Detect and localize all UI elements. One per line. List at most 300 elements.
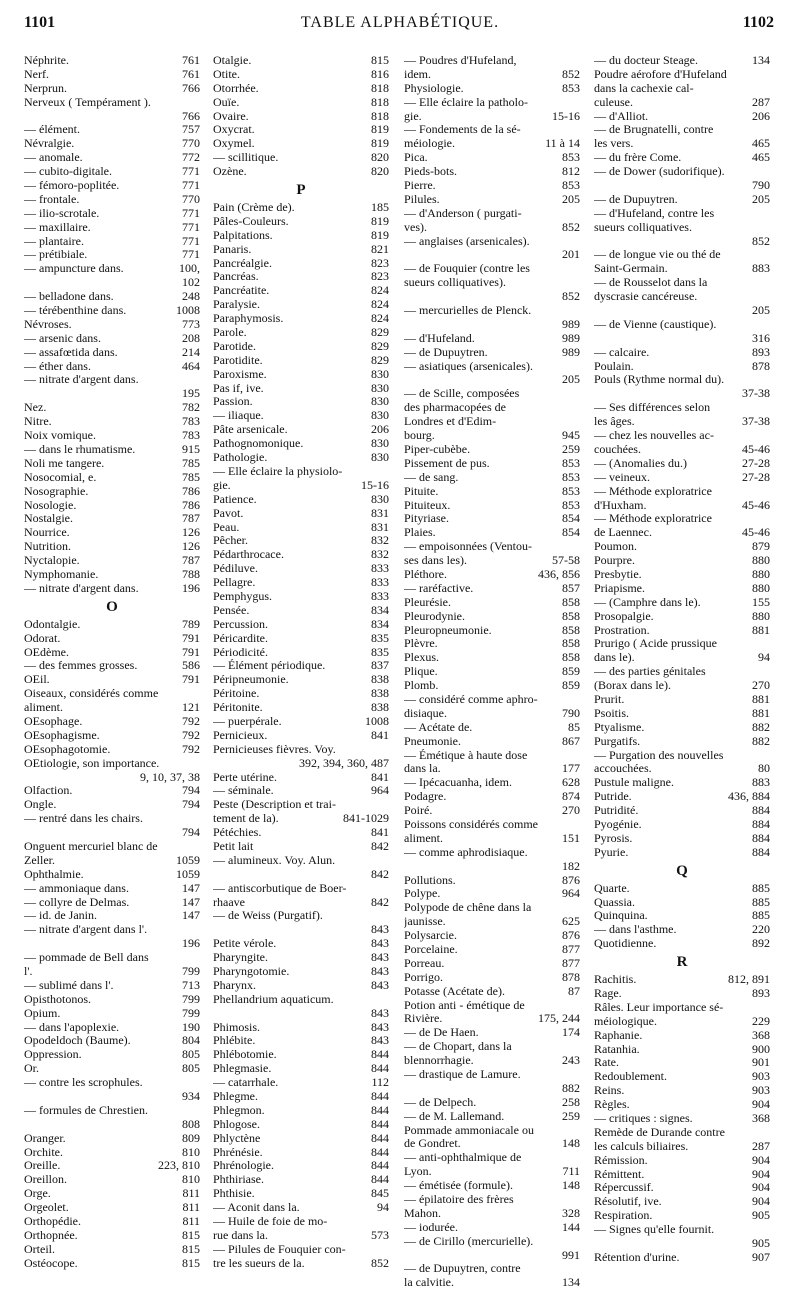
entry-pages: 830: [371, 491, 389, 506]
entry-pages: 27-28: [742, 469, 770, 484]
entry-pages: 392, 394, 360, 487: [299, 755, 389, 770]
index-entry: [24, 1201, 200, 1215]
entry-pages: 830: [371, 380, 389, 395]
index-entry: [594, 693, 770, 707]
entry-pages: 771: [182, 247, 200, 262]
entry-term: gie.: [213, 478, 231, 492]
index-entry: [24, 318, 200, 332]
index-entry: [213, 673, 389, 687]
index-entry: [213, 137, 389, 151]
index-entry: [594, 471, 770, 485]
entry-pages: 857: [562, 580, 580, 595]
entry-term: — antiscorbutique de Boer-: [213, 881, 347, 895]
entry-pages: 126: [182, 525, 200, 540]
entry-pages: 185: [371, 200, 389, 215]
index-entry: [404, 1193, 580, 1207]
entry-term: Parole.: [213, 326, 247, 340]
index-entry: [213, 1201, 389, 1215]
entry-pages: 831: [371, 519, 389, 534]
index-entry: [213, 151, 389, 165]
index-entry: [594, 882, 770, 896]
entry-pages: 844: [371, 1061, 389, 1076]
entry-term: — élément.: [24, 123, 80, 137]
index-entry: [404, 415, 580, 429]
entry-pages: 834: [371, 602, 389, 617]
entry-term: Parotidite.: [213, 353, 263, 367]
index-entry: [594, 846, 770, 860]
entry-term: Psoitis.: [594, 706, 630, 720]
entry-pages: 879: [752, 539, 770, 554]
entry-term: Onguent mercuriel blanc de: [24, 839, 158, 853]
entry-term: Pain (Crème de).: [213, 201, 295, 215]
entry-term: — id. de Janin.: [24, 909, 97, 923]
entry-term: Perte utérine.: [213, 770, 277, 784]
entry-term: Prurigo ( Acide prussique: [594, 637, 717, 651]
index-entry: [404, 82, 580, 96]
index-entry: [24, 632, 200, 646]
entry-pages: 270: [752, 678, 770, 693]
entry-term: Prurit.: [594, 692, 625, 706]
entry-term: ves).: [404, 220, 427, 234]
entry-pages: 824: [371, 311, 389, 326]
entry-term: Phlogose.: [213, 1117, 261, 1131]
entry-term: Pléthore.: [404, 567, 447, 581]
entry-term: Néphrite.: [24, 54, 69, 67]
entry-pages: 791: [182, 630, 200, 645]
index-entry: [24, 979, 200, 993]
index-entry: [594, 457, 770, 471]
index-entry: [594, 610, 770, 624]
entry-pages: 259: [562, 441, 580, 456]
index-entry: [404, 596, 580, 610]
index-entry: [404, 943, 580, 957]
index-entry: [404, 373, 580, 387]
entry-term: Plique.: [404, 665, 438, 679]
entry-pages: 791: [182, 644, 200, 659]
entry-term: l'.: [24, 965, 33, 978]
index-entry: [594, 749, 770, 763]
entry-term: — anglaises (arsenicales).: [404, 234, 530, 248]
entry-term: Ongle.: [24, 798, 57, 812]
entry-term: — Purgation des nouvelles: [594, 748, 724, 762]
index-entry: [404, 637, 580, 651]
entry-term: Parotide.: [213, 339, 256, 353]
entry-pages: 830: [371, 408, 389, 423]
entry-pages: 874: [562, 789, 580, 804]
entry-term: Reins.: [594, 1084, 625, 1098]
entry-term: Odorat.: [24, 631, 61, 645]
entry-pages: 858: [562, 594, 580, 609]
entry-term: — (Camphre dans le).: [594, 595, 701, 609]
entry-term: Pharyngotomie.: [213, 965, 290, 978]
entry-term: — critiques : signes.: [594, 1112, 693, 1126]
entry-pages: 843: [371, 964, 389, 978]
entry-term: Ratanhia.: [594, 1042, 640, 1056]
index-entry: [404, 1110, 580, 1124]
index-entry: [213, 909, 389, 923]
entry-pages: 259: [562, 1108, 580, 1123]
index-entry: [213, 604, 389, 618]
entry-pages: 853: [562, 80, 580, 95]
index-entry: [594, 207, 770, 221]
entry-pages: 134: [752, 53, 770, 67]
index-entry: [24, 1146, 200, 1160]
entry-pages: 766: [182, 108, 200, 123]
index-entry: [594, 221, 770, 235]
index-entry: [24, 618, 200, 632]
entry-term: Phlegmasie.: [213, 1062, 272, 1076]
index-entry: [213, 1007, 389, 1021]
index-entry: [213, 743, 389, 757]
entry-pages: 878: [562, 969, 580, 984]
entry-pages: 845: [371, 1186, 389, 1201]
entry-term: — d'Hufeland.: [404, 331, 475, 345]
entry-pages: 155: [752, 594, 770, 609]
index-entry: [213, 201, 389, 215]
index-entry: [24, 1076, 200, 1090]
entry-term: Ozène.: [213, 165, 247, 179]
index-entry: [24, 1090, 200, 1104]
entry-pages: 147: [182, 908, 200, 923]
index-entry: [404, 1276, 580, 1290]
index-entry: [24, 646, 200, 660]
entry-term: Pollutions.: [404, 873, 456, 887]
index-entry: [594, 1195, 770, 1209]
index-entry: [404, 443, 580, 457]
index-entry: [404, 1054, 580, 1068]
entry-term: Phlyctène: [213, 1131, 261, 1145]
index-entry: [404, 499, 580, 513]
entry-pages: 843: [371, 950, 389, 965]
entry-pages: 877: [562, 942, 580, 956]
index-entry: [24, 896, 200, 910]
index-entry: [594, 485, 770, 499]
entry-pages: 841: [371, 769, 389, 784]
entry-term: Orgeolet.: [24, 1201, 69, 1215]
index-entry: [213, 771, 389, 785]
index-entry: [404, 693, 580, 707]
entry-term: Respiration.: [594, 1209, 653, 1223]
entry-term: Nyctalopie.: [24, 554, 80, 568]
index-entry: [213, 951, 389, 965]
entry-pages: 573: [371, 1227, 389, 1242]
entry-term: — Méthode exploratrice: [594, 512, 712, 526]
index-column-4: [594, 54, 770, 1265]
entry-pages: 853: [562, 178, 580, 193]
entry-pages: 761: [182, 66, 200, 81]
entry-term: Orteil.: [24, 1242, 55, 1256]
index-entry: [594, 526, 770, 540]
index-entry: [213, 68, 389, 82]
entry-pages: 844: [371, 1102, 389, 1117]
entry-term: Oreillon.: [24, 1173, 67, 1187]
index-entry: [24, 1215, 200, 1229]
index-entry: [24, 1229, 200, 1243]
entry-pages: 833: [371, 588, 389, 603]
index-entry: [594, 973, 770, 987]
entry-term: — fémoro-poplitée.: [24, 179, 120, 193]
index-entry: [594, 318, 770, 332]
index-entry: [24, 965, 200, 979]
entry-term: OEdème.: [24, 645, 69, 659]
entry-term: Opium.: [24, 1006, 61, 1020]
index-entry: [594, 987, 770, 1001]
entry-pages: 205: [752, 303, 770, 318]
index-entry: [213, 82, 389, 96]
entry-pages: 885: [752, 908, 770, 923]
entry-pages: 819: [371, 227, 389, 242]
entry-pages: 812, 891: [728, 972, 770, 987]
entry-pages: 829: [371, 352, 389, 367]
entry-pages: 799: [182, 991, 200, 1006]
entry-pages: 892: [752, 936, 770, 951]
entry-pages: 258: [562, 1094, 580, 1109]
index-entry: [213, 590, 389, 604]
index-entry: [213, 618, 389, 632]
index-entry: [24, 715, 200, 729]
entry-term: — Pilules de Fouquier con-: [213, 1242, 346, 1256]
entry-term: — pommade de Bell dans: [24, 951, 149, 965]
entry-term: — Elle éclaire la physiolo-: [213, 464, 343, 478]
entry-pages: 196: [182, 936, 200, 951]
entry-term: Pyogénie.: [594, 817, 642, 831]
entry-term: Plèvre.: [404, 637, 438, 651]
entry-term: Pituite.: [404, 484, 439, 498]
entry-pages: 786: [182, 497, 200, 512]
entry-term: — maxillaire.: [24, 220, 91, 234]
index-entry: [404, 526, 580, 540]
index-entry: [24, 415, 200, 429]
index-entry: [213, 257, 389, 271]
entry-pages: 773: [182, 316, 200, 331]
index-entry: [213, 882, 389, 896]
entry-term: — puerpérale.: [213, 714, 282, 728]
entry-term: — émétisée (formule).: [404, 1179, 513, 1193]
entry-term: dyscrasie cancéreuse.: [594, 290, 698, 304]
index-entry: [404, 887, 580, 901]
index-entry: [24, 687, 200, 701]
index-entry: [594, 499, 770, 513]
index-entry: [213, 229, 389, 243]
index-entry: [404, 610, 580, 624]
entry-pages: 201: [562, 247, 580, 262]
entry-term: les âges.: [594, 415, 635, 429]
entry-pages: 882: [752, 719, 770, 734]
entry-term: Péritoine.: [213, 687, 260, 701]
entry-term: — Huile de foie de mo-: [213, 1215, 328, 1229]
entry-term: les vers.: [594, 137, 634, 151]
index-entry: [594, 665, 770, 679]
index-entry: [213, 312, 389, 326]
index-entry: [213, 479, 389, 493]
entry-term: Névralgie.: [24, 137, 75, 151]
index-entry: [594, 1112, 770, 1126]
entry-term: — Acétate de.: [404, 720, 473, 734]
entry-pages: 858: [562, 608, 580, 623]
entry-term: — des femmes grosses.: [24, 659, 138, 673]
index-entry: [594, 1181, 770, 1195]
entry-term: dans la.: [404, 762, 441, 776]
index-entry: [404, 721, 580, 735]
entry-pages: 45-46: [742, 525, 770, 540]
entry-term: Pityriase.: [404, 512, 449, 526]
index-entry: [213, 1187, 389, 1201]
index-entry: [24, 526, 200, 540]
index-entry: [404, 762, 580, 776]
index-entry: [594, 151, 770, 165]
index-entry: [24, 951, 200, 965]
index-entry: [404, 485, 580, 499]
entry-pages: 464: [182, 358, 200, 373]
entry-term: — (Anomalies du.): [594, 456, 687, 470]
entry-term: Pieds-bots.: [404, 165, 458, 179]
index-entry: [213, 1076, 389, 1090]
entry-term: OEil.: [24, 673, 50, 687]
entry-pages: 819: [371, 213, 389, 228]
entry-term: Pancréas.: [213, 270, 259, 284]
entry-term: Péricardite.: [213, 631, 268, 645]
index-entry: [594, 568, 770, 582]
entry-pages: 195: [182, 386, 200, 401]
index-entry: [24, 221, 200, 235]
index-entry: [24, 360, 200, 374]
entry-term: Pommade ammoniacale ou: [404, 1123, 534, 1137]
entry-pages: 786: [182, 483, 200, 498]
entry-term: Pancréalgie.: [213, 256, 272, 270]
index-entry: [24, 151, 200, 165]
index-entry: [404, 790, 580, 804]
index-entry: [404, 818, 580, 832]
entry-pages: 787: [182, 511, 200, 526]
entry-pages: 844: [371, 1116, 389, 1131]
section-letter: O: [106, 598, 118, 615]
index-entry: [594, 1209, 770, 1223]
index-entry: [404, 1040, 580, 1054]
index-entry: [213, 354, 389, 368]
entry-pages: 792: [182, 713, 200, 728]
entry-term: Pétéchies.: [213, 826, 262, 840]
index-entry: [594, 123, 770, 137]
entry-term: — belladone dans.: [24, 290, 114, 304]
entry-pages: 852: [562, 66, 580, 81]
index-entry: [213, 326, 389, 340]
index-entry: [24, 429, 200, 443]
entry-pages: 901: [752, 1055, 770, 1070]
entry-term: — formules de Chrestien.: [24, 1103, 148, 1117]
index-entry: [213, 659, 389, 673]
index-entry: [213, 840, 389, 854]
entry-term: — Ses différences selon: [594, 401, 711, 415]
entry-pages: 788: [182, 566, 200, 581]
entry-term: Odontalgie.: [24, 617, 81, 631]
entry-pages: 880: [752, 608, 770, 623]
entry-pages: 867: [562, 733, 580, 748]
entry-pages: 151: [562, 830, 580, 845]
index-entry: [594, 387, 770, 401]
index-entry: [213, 1173, 389, 1187]
index-entry: [213, 521, 389, 535]
index-entry: [404, 1221, 580, 1235]
entry-term: — d'Alliot.: [594, 109, 649, 123]
index-entry: [594, 540, 770, 554]
entry-term: — Ipécacuanha, idem.: [404, 776, 512, 790]
index-entry: [594, 909, 770, 923]
entry-term: — de Dupuytren.: [594, 192, 678, 206]
entry-term: Lyon.: [404, 1165, 432, 1179]
entry-pages: 791: [182, 672, 200, 687]
entry-term: — asiatiques (arsenicales).: [404, 359, 533, 373]
index-entry: [24, 923, 200, 937]
index-entry: [404, 860, 580, 874]
entry-term: Putride.: [594, 790, 632, 804]
index-entry: [24, 276, 200, 290]
entry-pages: 843: [371, 977, 389, 992]
entry-term: Or.: [24, 1062, 39, 1076]
entry-pages: 989: [562, 316, 580, 331]
index-entry: [24, 1048, 200, 1062]
entry-pages: 893: [752, 344, 770, 359]
index-entry: [213, 993, 389, 1007]
index-entry: [404, 624, 580, 638]
entry-pages: 205: [562, 191, 580, 206]
entry-term: Phlegmon.: [213, 1103, 265, 1117]
entry-term: Pâte arsenicale.: [213, 423, 288, 437]
index-entry: [404, 1235, 580, 1249]
entry-pages: 834: [371, 616, 389, 631]
index-entry: [594, 429, 770, 443]
index-entry: [594, 1126, 770, 1140]
index-entry: [24, 882, 200, 896]
index-entry: [24, 110, 200, 124]
entry-term: Palpitations.: [213, 228, 273, 242]
entry-pages: 843: [371, 936, 389, 951]
entry-pages: 882: [752, 733, 770, 748]
entry-term: OEsophagisme.: [24, 728, 100, 742]
entry-term: — Aconit dans la.: [213, 1201, 300, 1215]
entry-pages: 829: [371, 338, 389, 353]
entry-term: Répercussif.: [594, 1181, 654, 1195]
index-entry: [24, 568, 200, 582]
entry-term: des pharmacopées de: [404, 401, 506, 415]
entry-term: Priapisme.: [594, 581, 645, 595]
entry-term: Péritonite.: [213, 701, 263, 715]
entry-pages: 94: [758, 650, 770, 665]
entry-term: — de M. Lallemand.: [404, 1109, 505, 1123]
entry-term: Paraphymosis.: [213, 312, 284, 326]
entry-term: — térébenthine dans.: [24, 304, 127, 318]
entry-term: Otorrhée.: [213, 81, 259, 95]
entry-term: Percussion.: [213, 617, 268, 631]
entry-term: Rachitis.: [594, 973, 637, 987]
entry-term: — iodurée.: [404, 1220, 458, 1234]
entry-pages: 835: [371, 630, 389, 645]
entry-term: Péripneumonie.: [213, 673, 289, 687]
entry-pages: 206: [371, 422, 389, 437]
entry-term: Paroxisme.: [213, 367, 267, 381]
entry-pages: 785: [182, 455, 200, 470]
entry-pages: 810: [182, 1172, 200, 1187]
index-entry: [24, 743, 200, 757]
entry-pages: 811: [182, 1200, 200, 1215]
index-entry: [594, 804, 770, 818]
entry-pages: 904: [752, 1097, 770, 1112]
entry-term: Oxymel.: [213, 137, 255, 151]
entry-pages: 844: [371, 1158, 389, 1173]
entry-term: Pneumonie.: [404, 734, 461, 748]
index-entry: [213, 701, 389, 715]
entry-pages: 818: [371, 94, 389, 109]
entry-term: Ophthalmie.: [24, 867, 84, 881]
